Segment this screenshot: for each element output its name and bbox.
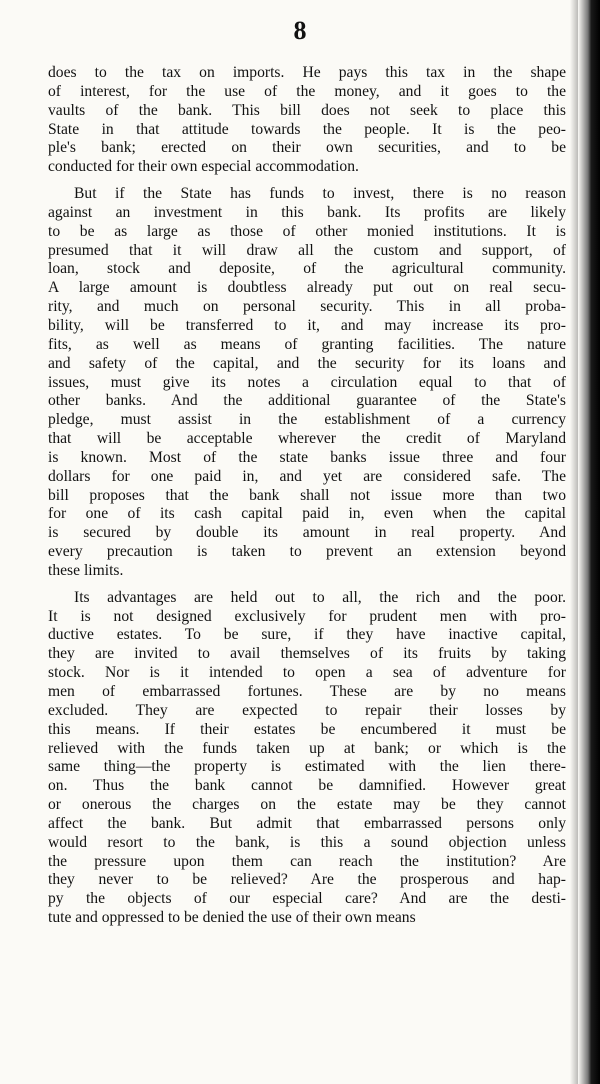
text-line: every precaution is taken to prevent an extension beyond [48, 543, 566, 561]
paragraph-gap [48, 177, 566, 185]
text-line: fits, as well as means of granting facilities. The nature [48, 335, 566, 353]
text-line: tute and oppressed to be denied the use of their own means [48, 909, 416, 927]
text-line: A large amount is doubtless already put out on real secu- [48, 279, 566, 297]
text-line: It is not designed exclusively for prudent men with pro- [48, 607, 566, 625]
text-line: on. Thus the bank cannot be damnified. However great [48, 777, 566, 795]
paragraph [48, 64, 566, 177]
text-line: is secured by double its amount in real property. And [48, 524, 566, 542]
text-line: pledge, must assist in the establishment of a currency [48, 411, 566, 429]
text-line: to be as large as those of other monied institutions. It is [48, 222, 566, 240]
text-line: State in that attitude towards the people. It is the peo- [48, 120, 566, 138]
text-line: ductive estates. To be sure, if they have inactive capital, [48, 626, 566, 644]
text-line: affect the bank. But admit that embarrassed persons only [48, 814, 566, 832]
text-line: or onerous the charges on the estate may be they cannot [48, 796, 566, 814]
text-line: dollars for one paid in, and yet are considered safe. The [48, 467, 566, 485]
paragraph [48, 185, 566, 581]
text-line: is known. Most of the state banks issue three and four [48, 448, 566, 466]
page-binding-edge [578, 0, 600, 1084]
text-line: this means. If their estates be encumbered it must be [48, 720, 566, 738]
text-line: issues, must give its notes a circulation equal to that of [48, 373, 566, 391]
text-line: men of embarrassed fortunes. These are by no means [48, 683, 566, 700]
text-line: bility, will be transferred to it, and may increase its pro- [48, 316, 566, 334]
text-line: and safety of the capital, and the security for its loans and [48, 354, 566, 372]
text-line: py the objects of our especial care? And are the desti- [48, 890, 566, 908]
text-line: vaults of the bank. This bill does not seek to place this [48, 101, 566, 119]
text-line: rity, and much on personal security. This in all proba- [48, 298, 566, 316]
text-line: presumed that it will draw all the custom and support, of [48, 241, 566, 259]
text-line: relieved with the funds taken up at bank; or which is the [48, 739, 566, 757]
text-line: for one of its cash capital paid in, even when the capital [48, 505, 566, 523]
text-line: they never to be relieved? Are the prosperous and hap- [48, 871, 566, 889]
text-line: these limits. [48, 561, 124, 579]
text-line: Its advantages are held out to all, the rich and the poor. [74, 588, 566, 606]
text-line: would resort to the bank, is this a sound objection unless [48, 833, 566, 851]
text-line: stock. Nor is it intended to open a sea of adventure for [48, 664, 566, 682]
body-text [48, 64, 566, 928]
text-line: excluded. They are expected to repair their losses by [48, 701, 566, 719]
binding-shadow [570, 0, 578, 1084]
text-line: But if the State has funds to invest, there is no reason [74, 185, 566, 203]
page-number: 8 [293, 16, 307, 45]
text-line: ple's bank; erected on their own securities, and to be [48, 139, 566, 157]
text-line: of interest, for the use of the money, and it goes to the [48, 82, 566, 100]
text-line: same thing—the property is estimated with the lien there- [48, 758, 566, 776]
text-line: other banks. And the additional guarantee of the State's [48, 392, 566, 410]
text-line: they are invited to avail themselves of its fruits by taking [48, 645, 566, 663]
text-line: against an investment in this bank. Its profits are likely [48, 203, 566, 221]
text-line: conducted for their own especial accommodation. [48, 158, 359, 176]
text-line: the pressure upon them can reach the institution? Are [48, 852, 566, 870]
text-line: bill proposes that the bank shall not issue more than two [48, 486, 566, 504]
paragraph-gap [48, 581, 566, 589]
text-line: loan, stock and deposite, of the agricultural community. [48, 260, 566, 278]
text-line: that will be acceptable wherever the credit of Maryland [48, 430, 566, 448]
text-line: does to the tax on imports. He pays this tax in the shape [48, 64, 566, 81]
paragraph [48, 589, 566, 928]
